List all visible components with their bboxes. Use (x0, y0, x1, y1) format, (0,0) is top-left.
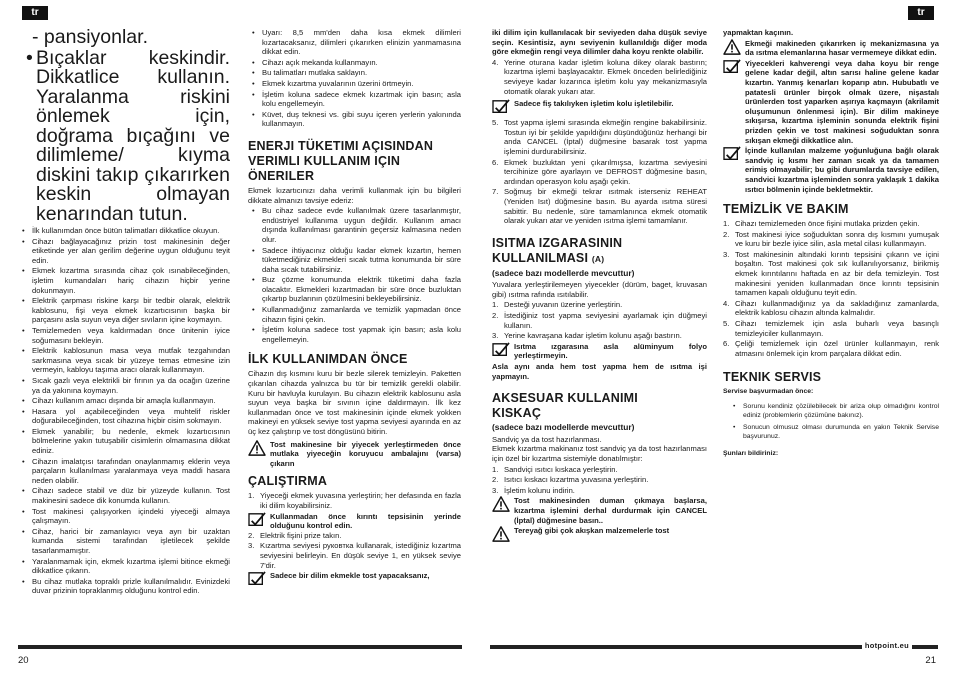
list-item: • Elektrik kablosunun masa veya mutfak tezgahından sarkmasına veya sıcak bir yüzeye temas etmesine izin vermeyin, kabloyu taşıma aracı olarak kullanmayın. (32, 346, 230, 375)
list-item: • Cihazı sadece stabil ve düz bir yüzeyde kullanın. Tost makinesini sadece dik konumda kullanın. (32, 486, 230, 505)
clamp-intro: Sandviç ya da tost hazırlanması. Ekmek kızartma makinanız tost sandviç ya da tost hazırlanması için özel bir kızartma sistemiyle donatılmıştır: (492, 434, 707, 463)
list-item: • Cihazın imalatçısı tarafından onaylanmamış eklerin veya parçaların kullanılması yaralanmaya veya maddi hasara neden olabilir. (32, 457, 230, 486)
list-item: • Cihaz, harici bir zamanlayıcı veya ayrı bir uzaktan kumanda sistemi tarafından işletilecek şekilde tasarlanmamıştır. (32, 527, 230, 556)
list-item: • İşletim koluna sadece tost yapmak için basın; asla kolu engellemeyin. (262, 325, 461, 344)
section-title-operation: ÇALIŞTIRMA (248, 474, 328, 489)
column-2 (248, 28, 461, 587)
page-number-right: 21 (925, 655, 936, 666)
note-block (248, 512, 461, 531)
safety-bullet-list (18, 226, 230, 596)
big-bullet-item: • Bıçaklar keskindir. Dikkatlice kullanın. Yaralanma riskini önlemek için, doğrama bıçağını ve dilimleme/ kıyma diskini takıp çıkarırken keskin olmayan kenarından tutun. (36, 49, 230, 225)
list-item: • Sıcak gazlı veya elektrikli bir fırının ya da ocağın üzerine ya da yakınına koymayın. (32, 376, 230, 395)
note-text: Sadece bir dilim ekmekle tost yapacaksanız, (270, 571, 430, 581)
list-item: • İlk kullanımdan önce bütün talimatları dikkatlice okuyun. (32, 226, 230, 236)
list-item: • Bu cihaz sadece evde kullanılmak üzere tasarlanmıştır, endüstriyel kullanıma uygun değildir. Kullanım amacı dışında kullanılması garantinin geçersiz kalmasına neden olur. (262, 206, 461, 244)
list-item: 1. Desteği yuvanın üzerine yerleştirin. (492, 300, 623, 310)
safety-bullet-list-cont (248, 28, 461, 129)
operation-continued: iki dilim için kullanılacak bir seviyeden daha düşük seviye seçin. Kesintisiz, aynı seviyenin kullanıldığı diğer moda göre ekmeğin rengi veya dilimler daha koyu renkte olabilir. (492, 28, 707, 57)
checkmark-note-icon (723, 59, 741, 75)
warning-icon (492, 526, 510, 542)
service-bullet-list (723, 402, 939, 441)
operation-steps-cont (248, 531, 461, 570)
list-item: • Uyarı: 8,5 mm'den daha kısa ekmek dilimleri kızartacaksanız, dilimleri çıkarırken elinizin yanmamasına dikkat edin. (262, 28, 461, 57)
checkmark-note-icon (248, 512, 266, 528)
list-item: 3. İşletim kolunu indirin. (492, 485, 575, 495)
note-text: Sadece fiş takılıyken işletim kolu işletilebilir. (514, 99, 674, 109)
energy-intro: Ekmek kızartıcınızı daha verimli kullanmak için bu bilgileri dikkate almanızı tavsiye ederiz: (248, 185, 461, 205)
service-footer: Şunları bildiriniz: (723, 450, 779, 458)
rack-steps (492, 300, 707, 340)
list-item: • Bu cihaz mutlaka topraklı prizle kullanılmalıdır. Evinizdeki duvar prizinin topraklanmış olduğunu kontrol edin. (32, 577, 230, 596)
checkmark-note-icon (492, 99, 510, 115)
energy-bullet-list (248, 206, 461, 344)
list-item: • Ekmek kızartma yuvalarının üzerini örtmeyin. (262, 79, 461, 89)
list-item: 2. Tost makinesi iyice soğuduktan sonra dış kısmını yumuşak ve kuru bir bezle iyice silin, asla metal cilası kullanmayın. (723, 229, 939, 249)
note-block (723, 146, 939, 194)
checkmark-note-icon (723, 146, 741, 162)
language-tag-right: tr (908, 6, 934, 20)
clamp-steps (492, 465, 707, 496)
rack-title: ISITMA IZGARASININ KULLANILMASI (492, 235, 623, 265)
list-item: • Tost makinesi çalışıyorken içindeki yiyeceği almaya çalışmayın. (32, 507, 230, 526)
note-block (492, 99, 707, 115)
note-block (492, 342, 707, 361)
list-item: 3. Yerine kavraşana kadar işletim kolunu aşağı bastırın. (492, 331, 682, 341)
list-item: 4. Yerine oturana kadar işletim koluna dikey olarak bastırın; kızartma işlemi başlayacaktır. Ekmek önceden belirlediğiniz seviyeye kadar kızarınca işletim kolu yay mekanizmasıyla otomatik olarak yukarı atar. (492, 57, 707, 96)
list-item: • Ekmek yanabilir; bu nedenle, ekmek kızartıcısının bölmelerine yakın tutuşabilir cisimlerin olmamasına dikkat ediniz. (32, 427, 230, 456)
clamp-continued: yapmaktan kaçının. (723, 28, 794, 37)
list-item: 7. Soğmuş bir ekmeği tekrar ısıtmak isterseniz REHEAT (Yeniden Isıt) düğmesine basın. Bu ayarda ısıtma süresi sabittir. Bu nedenle, süre tamamlanınca ekmek otomatik olarak yukarı atar ve yeniden ısıtma işlemi tamamlanır. (492, 187, 707, 226)
list-item: • Cihazı açık mekanda kullanmayın. (262, 58, 461, 68)
column-3 (492, 28, 707, 543)
page-number-left: 20 (18, 655, 29, 666)
list-item: • Sorunu kendiniz çözülebilecek bir ariza olup olmadığını kontrol ediniz (problemlerin çözümüne bakınız). (743, 402, 939, 420)
list-item: • Hasara yol açabileceğinden veya muhtelif riskler doğurabileceğinden, tost cihazına hiçbir cisim sokmayın. (32, 407, 230, 426)
list-item: • Bu talimatları mutlaka saklayın. (262, 68, 461, 78)
warning-block (723, 39, 939, 58)
operation-steps-5-7 (492, 118, 707, 226)
list-item: 2. Isıtıcı kıskacı kızartma yuvasına yerleştirin. (492, 475, 649, 485)
warning-block (492, 526, 707, 542)
checkmark-note-icon (492, 342, 510, 358)
list-item: 1. Sandviçi ısıtıcı kıskaca yerleştirin. (492, 464, 618, 474)
big-text-line-1: - pansiyonlar. (32, 26, 148, 48)
big-bullet-list (18, 46, 230, 225)
section-title-rack (492, 236, 707, 267)
footer-rule-left (18, 645, 462, 649)
rack-note: Asla aynı anda hem tost yapma hem de ısıtma işi yapmayın. (492, 362, 707, 381)
section-title-cleaning: TEMİZLİK VE BAKIM (723, 202, 849, 217)
section-title-service: TEKNIK SERVIS (723, 370, 822, 385)
list-item: • Kullanmadığınız zamanlarda ve temizlik yapmadan önce cihazın fişini çekin. (262, 305, 461, 324)
list-item: • Ekmek kızartma sırasında cihaz çok ısınabileceğinden, işletim kumandaları hariç cihazın hiçbir yerine dokunmayın. (32, 266, 230, 295)
language-tag-left: tr (22, 6, 48, 20)
list-item: 5. Tost yapma işlemi sırasında ekmeğin rengine bakabilirsiniz. Tostun iyi bir şekilde yapıldığını düşündüğünüz herhangi bir anda CANCEL (İptal) düğmesine basarak tost yapma işlemini durdurabilirsiniz. (492, 118, 707, 156)
first-use-text: Cihazın dış kısmını kuru bir bezle silerek temizleyin. Paketten çıkarılan cihazda yalnızca bu tür bir temizlik gerekli olabilir. Kuru bir havluyla kurulayın. Bu cihazın elektrik kablosunu asla suyun veya başka bir sıvının içine daldırmayın. İlk kez kullanmadan önce ve tost makinesinin içinde ekmek yokken makineyi en yüksek seviye tost yapma seviyesi ayarında en az üç kez çalıştırıp ve tost döngüsünü bitirin. (248, 369, 461, 436)
warning-text: Tost makinesine bir yiyecek yerleştirmeden önce mutlaka yiyeceğin koruyucu ambalajını (varsa) çıkarın (270, 439, 461, 468)
list-item: 5. Cihazı temizlemek için asla buharlı veya basınçlı temizleyiciler kullanmayın. (723, 319, 939, 338)
warning-icon (723, 39, 741, 55)
checkmark-note-icon (248, 571, 266, 587)
list-item: • Küvet, duş teknesi vs. gibi suyu içeren yerlerin yakınında kullanmayın. (262, 110, 461, 129)
column-4 (723, 28, 939, 459)
operation-steps-4 (492, 58, 707, 96)
note-block (723, 59, 939, 145)
note-text: Kullanmadan önce kırıntı tepsisinin yerinde olduğunu kontrol edin. (270, 511, 461, 531)
list-item: • İşletim koluna sadece ekmek kızartmak için basın; asla kolu engellemeyin. (262, 90, 461, 109)
rack-subtitle: (sadece bazı modellerde mevcuttur) (492, 267, 635, 278)
list-item: 2. Elektrik fişini prize takın. (248, 530, 342, 540)
clamp-subtitle: (sadece bazı modellerde mevcuttur) (492, 422, 635, 433)
list-item: • Cihazı kullanım amacı dışında bir amaçla kullanmayın. (32, 396, 230, 406)
list-item: 6. Ekmek buzluktan yeni çıkarılmışsa, kızartma seviyesini tercihinize göre ayarlayın ve DEFROST düğmesine basın, ardından operasyon kolu aşağı çekin. (492, 157, 707, 186)
list-item: 1. Cihazı temizlemeden önce fişini mutlaka prizden çekin. (723, 219, 920, 229)
note-text: İçinde kullanılan malzeme yoğunluğuna bağlı olarak sandviç iç kısmı her zaman sıcak ya da tamamen erimiş olmayabilir; bu gibi durumlarda tavsiye edilen, sandvici kızartma işleminden sonra yaklaşık 1 dakika ısıtıcı bölmenin içinde bekletmektir. (745, 146, 939, 194)
warning-icon (492, 496, 510, 512)
list-item: • Sadece ihtiyacınız olduğu kadar ekmek kızartın, hemen tüketmediğiniz ekmekleri sıcak tutma konumunda bir süre daha sıcak tutabilirsiniz. (262, 246, 461, 275)
note-block (248, 571, 461, 587)
brand-logo-text: hotpoint.eu (862, 641, 912, 650)
warning-text: Tereyağ gibi çok akışkan malzemelerle tost (514, 526, 670, 536)
cleaning-steps (723, 219, 939, 358)
list-item: • Cihazı bağlayacağınız prizin tost makinesinin değer etiketinde yer alan gerilim değerine uygun olduğunu teyit edin. (32, 237, 230, 266)
section-title-first-use: İLK KULLANIMDAN ÖNCE (248, 352, 408, 367)
list-item: • Temizlemeden veya kaldırmadan önce ünitenin iyice soğumasını bekleyin. (32, 326, 230, 345)
list-item: 2. İstediğiniz tost yapma seviyesini ayarlamak için düğmeyi kullanın. (492, 311, 707, 330)
list-item: • Sonucun olmusuz olması durumunda en yakın Teknik Servise başvurunuz. (743, 423, 939, 441)
note-text: Isıtma ızgarasına asla alüminyum folyo yerleştirmeyin. (514, 341, 707, 361)
list-item: 3. Kızartma seviyesi руковтка kullanarak, istediğiniz kızartma seviyesini belirleyin. En düşük seviye 1, en yüksek seviye 7'dir. (248, 541, 461, 570)
section-title-energy: ENERJI TÜKETIMI AÇISINDAN VERIMLI KULLANIM IÇIN ÖNERILER (248, 138, 434, 183)
warning-block (492, 496, 707, 525)
warning-block (248, 440, 461, 469)
column-1 (18, 28, 230, 597)
list-item: 4. Cihazı kullanmadığınız ya da sakladığınız zamanlarda, elektrik kablosu cihazın altında kalmalıdır. (723, 298, 939, 318)
list-item: 1. Yiyeceği ekmek yuvasına yerleştirin; her defasında en fazla iki dilim koyabilirsiniz. (248, 491, 461, 510)
list-item: 6. Çeliği temizlemek için özel ürünler kullanmayın, renk atmasını önlemek için krom parçalara dikkat edin. (723, 339, 939, 358)
service-label: Servise başvurmadan önce: (723, 388, 814, 396)
operation-steps (248, 491, 461, 510)
list-item: • Buz çözme konumunda elektrik tüketimi daha fazla olacaktır. Ekmekleri kızartmadan bir süre önce buzluktan çıkartıp buzlarının çözülmesini bekleyebilirsiniz. (262, 275, 461, 304)
list-item: 3. Tost makinesinin altındaki kırıntı tepsisini çıkarın ve içini boşaltın. Tost makinesi çok sık kullanılıyorsanız, birikmiş ekmek kırıntılarını haftada en az bir defa temizleyin. Tost makinesini yeniden kullanmadan önce kırıntı tepsisinin tamamen kapalı olduğunu teyit edin. (723, 249, 939, 298)
warning-icon (248, 440, 266, 456)
rack-title-suffix: (A) (591, 253, 605, 264)
section-title-clamp: AKSESUAR KULLANIMI KISKAÇ (492, 391, 638, 421)
warning-text: Tost makinesinden duman çıkmaya başlarsa, kızartma işlemini derhal durdurmak için CANCEL (İptal) düğmesine basın.. (514, 496, 707, 525)
warning-text: Ekmeği makineden çıkarırken iç mekanizmasına ya da ısıtma elemanlarına hasar vermemeye dikkat edin. (745, 38, 939, 58)
rack-intro: Yuvalara yerleştirilemeyen yiyecekler (dürüm, baget, kruvasan gibi) ısıtma rafında ısıtılabilir. (492, 280, 707, 299)
list-item: • Yaralanmamak için, ekmek kızartma işlemi bitince ekmeği dikkatlice çıkarın. (32, 557, 230, 576)
list-item: • Elektrik çarpması riskine karşı bir tedbir olarak, elektrik kablosunu, fişi veya ekmek kızartıcısının başka bir parçasını asla suyun veya diğer sıvıların içine koymayın. (32, 296, 230, 325)
note-text: Yiyecekleri kahverengi veya daha koyu bir renge gelene kadar değil, altın sarısı haline gelene kadar kızartın. Yanmış kenarları koparıp atın. Hububatlı ve patatesli ürünler birçok olmak üzere, nişastalı ürünlerden tost yaparken aşırıya kaçmayın (akrilamit oluşumunun önlenmesi için). Bir dilim makineye sıkışırsa, kızartma işleminin sonunda elektrik fişini prizden çekin ve tost makinesi soğuduktan sonra sıkışan ekmeği dikkatlice alın. (745, 58, 939, 145)
